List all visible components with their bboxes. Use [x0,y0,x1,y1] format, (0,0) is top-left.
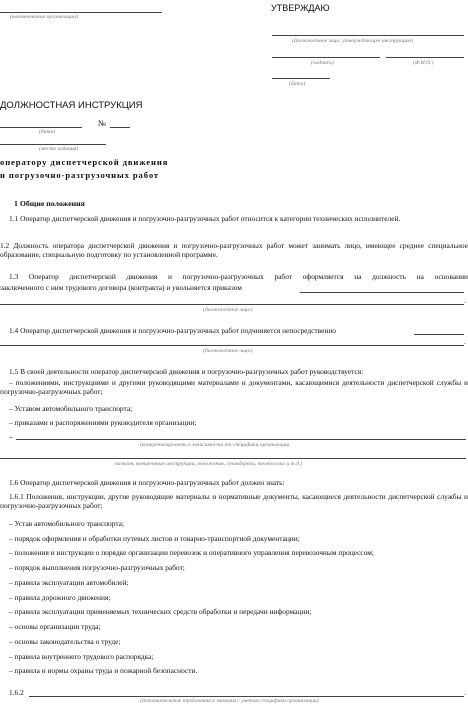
dismissal-authority-line[interactable] [300,292,464,293]
para-1-6-item-4: – порядок выполнения погрузочно-разгрузочных работ; [9,563,185,572]
doc-date-hint: (дата) [39,129,56,135]
place-line[interactable] [0,144,106,145]
para-1-6-item-1: – Устав автомобильного транспорта; [9,519,124,528]
para-1-5-hint-1: (конкретизировать в зависимости от специфики организации [140,442,290,448]
para-1-6-item-11: – правила и нормы охраны труда и пожарной безопасности. [9,666,198,675]
para-1-6-item-3: – положения и инструкции о порядке организации перевозок и оперативного управления перевозочным процессом; [9,548,374,557]
para-1-6-2-label: 1.6.2 [9,688,24,697]
para-1-6-item-6: – правила дорожного движения; [9,593,111,602]
fio-line[interactable] [386,57,464,58]
para-1-3-line1: 1.3 Оператор диспетчерской движения и погрузочно-разгрузочных работ оформляется на должность на основании [9,272,468,281]
para-1-6-2-hint: (дополнительные требования к знаниям с учетом специфики организации) [140,698,319,704]
para-1-3-extra-line[interactable] [0,304,464,305]
para-1-5-item-4: – [9,432,13,441]
doc-date-line[interactable] [0,127,82,128]
para-1-3-dot: . [464,296,466,305]
additional-requirements-line[interactable] [29,696,464,697]
approve-label: УТВЕРЖДАЮ [271,3,330,13]
para-1-6-2-dot: . [464,688,466,697]
para-1-6-item-9: – основы законодательства о труде; [9,637,121,646]
guidance-line-2[interactable] [0,458,466,459]
section-heading: 1 Общие положения [14,199,85,208]
supervisor-line-1[interactable] [414,334,464,335]
para-1-6-item-5: – правила эксплуатации автомобилей; [9,578,129,587]
para-1-5-item-2: – Уставом автомобильного транспорта; [9,404,133,413]
para-1-5: 1.5 В своей деятельности оператор диспетчерской движения и погрузочно-разгрузочных работ руководствуется: [9,367,364,376]
approver-position-hint: (должностное лицо, утверждающее инструкцию) [292,38,414,44]
supervisor-line-2[interactable] [0,345,464,346]
place-hint: (место издания) [39,146,79,152]
para-1-4: 1.4 Оператор диспетчерской движения и погрузочно-разгрузочных работ подчиняется непосредственно [9,326,336,335]
para-1-6-item-10: – правила внутреннего трудового распорядка; [9,652,154,661]
subject-line-1: оператору диспетчерской движения [0,157,169,167]
para-1-4-dot: . [464,337,466,346]
fio-hint: (Ф.И.О.) [413,60,434,66]
doc-number-line[interactable] [110,127,130,128]
para-1-6-item-7: – правила эксплуатации применяемых технических средств обработки и передачи информации; [9,607,312,616]
para-1-5-item-1: – положениями, инструкциями и другими руководящими материалами и документами, касающимися деятельности диспетчерской службы и погрузочно-разгрузочных работ; [0,378,468,397]
para-1-5-hint-2: назвать конкретные инструкции, положения, стандарты, технологии и т.д.) [115,461,303,467]
signature-hint: (подпись) [311,60,334,66]
signature-line[interactable] [272,57,380,58]
approve-date-line[interactable] [272,78,330,79]
approver-position-line[interactable] [272,35,464,36]
para-1-3-line2: заключенного с ним трудового договора (контракта) и увольняется приказом [0,283,242,292]
guidance-line-1[interactable] [16,439,466,440]
para-1-4-hint: (должностное лицо) [203,348,253,354]
para-1-5-item-3: – приказами и распоряжениями руководителя организации; [9,418,197,427]
document-title: ДОЛЖНОСТНАЯ ИНСТРУКЦИЯ [0,100,143,111]
number-label: № [98,118,107,128]
org-name-hint: (наименование организации) [10,14,78,20]
subject-line-2: и погрузочно-разгрузочных работ [0,170,160,180]
para-1-6-item-8: – основы организации труда; [9,622,101,631]
approve-date-hint: (дата) [289,81,306,87]
para-1-6-1: 1.6.1 Положения, инструкции, другие руководящие материалы и нормативные документы, касающиеся деятельности диспетчерской службы и погрузочно-разгрузочных работ; [0,492,468,511]
para-1-3-hint: (должностное лицо) [203,307,253,313]
para-1-6: 1.6 Оператор диспетчерской движения и погрузочно-разгрузочных работ должен знать: [9,478,285,487]
para-1-1: 1.1 Оператор диспетчерской движения и погрузочно-разгрузочных работ относится к категории технических исполнителей. [9,214,401,223]
para-1-2: 1.2 Должность оператора диспетчерской движения и погрузочно-разгрузочных работ может занимать лицо, имеющее среднее специальное образование, специальную подготовку по установленной программе. [0,241,468,260]
org-name-line[interactable] [0,12,162,13]
para-1-6-item-2: – порядок оформления и обработки путевых листов и товарно-транспортной документации; [9,534,300,543]
